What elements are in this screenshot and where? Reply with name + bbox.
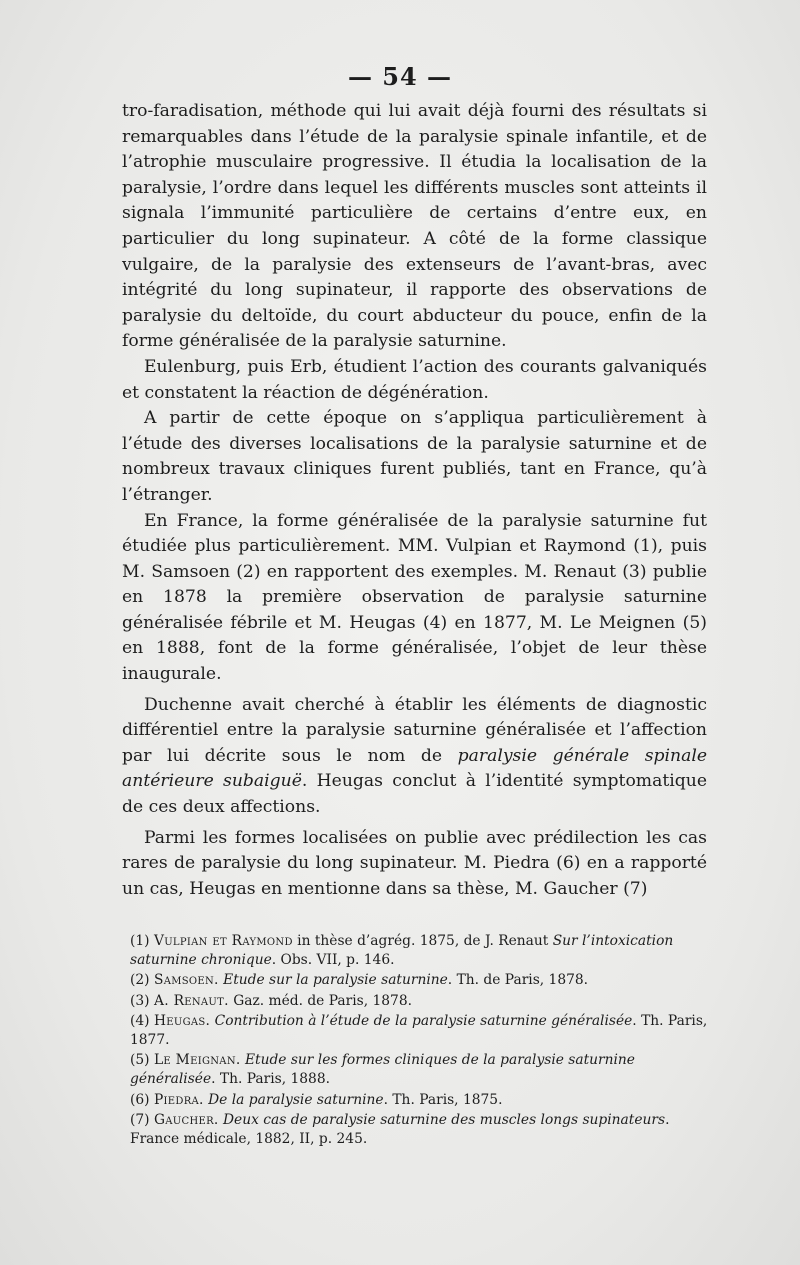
footnote-5-post: . Th. Paris, 1888.	[211, 1071, 330, 1088]
footnote-6-title: De la paralysie saturnine	[208, 1091, 384, 1108]
footnote-3-number: (3)	[130, 992, 150, 1009]
footnote-1-post: . Obs. VII, p. 146.	[271, 952, 395, 969]
paragraph-5-italic: paralysie générale spinale antérieure subaiguë	[122, 745, 707, 792]
footnote-1-number: (1)	[130, 933, 150, 949]
footnote-2	[130, 971, 710, 990]
footnote-3-pre: Gaz. méd. de Paris, 1878.	[228, 992, 412, 1009]
footnote-4-post: . Th. Paris, 1877.	[130, 1012, 708, 1049]
footnote-1-pre: in thèse d’agrég. 1875, de J. Renaut	[292, 933, 553, 949]
footnote-1-title: Sur l’intoxication saturnine chronique	[130, 933, 674, 969]
footnotes	[130, 932, 710, 1150]
footnote-5-author: Le Meignan.	[153, 1052, 241, 1069]
paragraph-1: tro-faradisation, méthode qui lui avait déjà fourni des résultats si remarquables dans l’étude de la paralysie spinale infantile, et de l’atrophie musculaire progressive. Il étudia la localisation de la paralysie, l’ordre dans lequel les différents muscles sont atteints il signala l’immunité particulière de certains d’entre eux, en particulier du long supinateur. A côté de la forme classique vulgaire, de la paralysie des extenseurs de l’avant-bras, avec intégrité du long supinateur, il rapporte des observations de paralysie du deltoïde, du court abducteur du pouce, enfin de la forme généralisée de la paralysie saturnine.	[122, 101, 707, 352]
paragraph-3: A partir de cette époque on s’appliqua particulièrement à l’étude des diverses localisations de la paralysie saturnine et de nombreux travaux cliniques furent publiés, tant en France, qu’à l’étranger.	[122, 408, 707, 505]
paragraph-2: Eulenburg, puis Erb, étudient l’action des courants galvaniqués et constatent la réaction de dégénération.	[122, 356, 707, 403]
footnote-7-title: Deux cas de paralysie saturnine des muscles longs supinateurs	[223, 1111, 666, 1128]
footnote-4-author: Heugas.	[153, 1012, 211, 1029]
paragraph-5	[122, 693, 707, 821]
footnote-7	[130, 1111, 710, 1149]
paragraph-5-text: Duchenne avait cherché à établir les éléments de diagnostic différentiel entre la paralysie saturnine généralisée et l’affection par lui décrite sous le nom de	[122, 694, 707, 766]
footnote-5-number: (5)	[130, 1052, 150, 1069]
footnote-6-number: (6)	[130, 1091, 150, 1108]
footnote-1	[130, 932, 710, 970]
paragraph-6: Parmi les formes localisées on publie avec prédilection les cas rares de paralysie du long supinateur. M. Piedra (6) en a rapporté un cas, Heugas en mentionne dans sa thèse, M. Gaucher (7)	[122, 827, 707, 899]
paragraph-4: En France, la forme généralisée de la paralysie saturnine fut étudiée plus particulièrement. MM. Vulpian et Raymond (1), puis M. Samsoen (2) en rapportent des exemples. M. Renaut (3) publie en 1878 la première observation de paralysie saturnine généralisée fébrile et M. Heugas (4) en 1877, M. Le Meignen (5) en 1888, font de la forme généralisée, l’objet de leur thèse inaugurale.	[122, 510, 707, 685]
footnote-4-title: Contribution à l’étude de la paralysie saturnine généralisée	[214, 1012, 633, 1029]
footnote-7-number: (7)	[130, 1111, 150, 1128]
footnote-2-author: Samsoen.	[153, 972, 219, 989]
footnote-7-author: Gaucher.	[153, 1111, 219, 1128]
footnote-5	[130, 1051, 710, 1089]
main-text	[122, 99, 707, 902]
footnote-2-post: . Th. de Paris, 1878.	[447, 972, 589, 989]
page-number: — 54 —	[347, 62, 453, 91]
footnote-5-title: Etude sur les formes cliniques de la paralysie saturnine généralisée	[130, 1052, 635, 1088]
footnote-3-author: A. Renaut.	[153, 992, 229, 1009]
footnote-6-author: Piedra.	[153, 1091, 204, 1108]
paragraph-5-tail: . Heugas conclut à l’identité symptomatique de ces deux affections.	[122, 771, 707, 818]
footnote-2-number: (2)	[130, 972, 150, 989]
footnote-2-title: Etude sur la paralysie saturnine	[223, 972, 448, 989]
footnote-6-post: . Th. Paris, 1875.	[383, 1091, 503, 1108]
footnote-7-post: . France médicale, 1882, II, p. 245.	[130, 1111, 670, 1148]
footnote-4-number: (4)	[130, 1012, 150, 1029]
footnote-6	[130, 1091, 710, 1110]
footnote-4	[130, 1012, 710, 1050]
footnote-3	[130, 992, 710, 1011]
footnote-1-author: Vulpian et Raymond	[153, 933, 293, 949]
